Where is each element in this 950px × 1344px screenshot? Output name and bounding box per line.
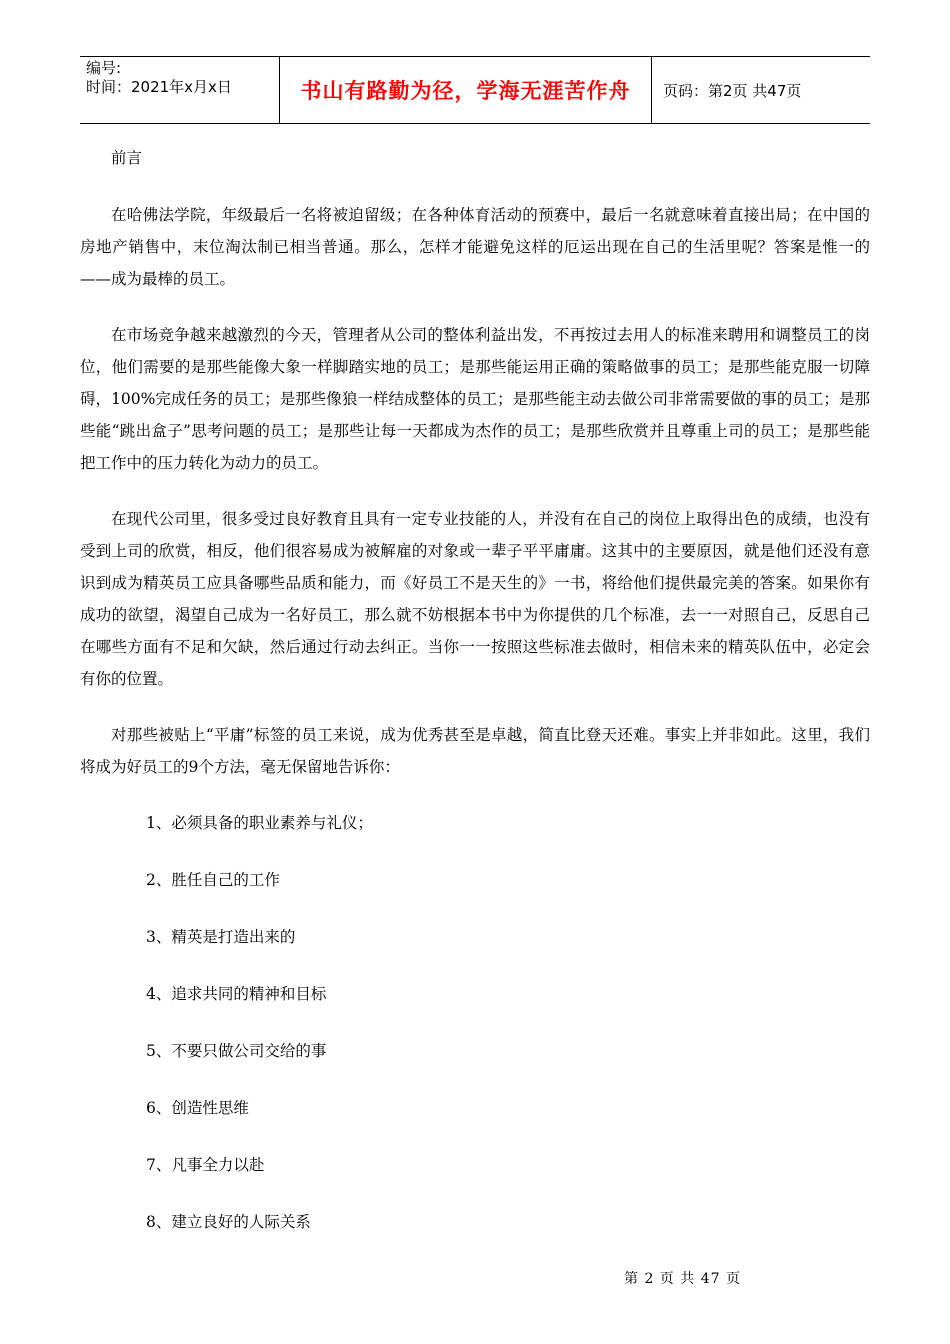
list-item: 5、不要只做公司交给的事 (146, 1042, 327, 1060)
page-header (80, 56, 870, 124)
header-meta (80, 57, 280, 123)
header-page-info: 页码：第2页 共47页 (663, 81, 802, 100)
paragraph: 对那些被贴上“平庸”标签的员工来说，成为优秀甚至是卓越，简直比登天还难。事实上并非如此。这里，我们将成为好员工的9个方法，毫无保留地告诉你： (80, 726, 870, 776)
page-footer: 第 2 页 共 47 页 (624, 1271, 741, 1287)
document-body (80, 142, 870, 1263)
list-item: 7、凡事全力以赴 (146, 1156, 265, 1174)
list-item: 1、必须具备的职业素养与礼仪； (146, 814, 373, 832)
document-time: 时间：2021年x月x日 (86, 78, 232, 96)
list-item: 8、建立良好的人际关系 (146, 1213, 311, 1231)
header-motto: 书山有路勤为径，学海无涯苦作舟 (300, 79, 631, 103)
header-motto-cell (280, 57, 652, 123)
list-item: 4、追求共同的精神和目标 (146, 985, 327, 1003)
paragraph: 在现代公司里，很多受过良好教育且具有一定专业技能的人，并没有在自己的岗位上取得出色的成绩，也没有受到上司的欣赏，相反，他们很容易成为被解雇的对象或一辈子平平庸庸。这其中的主要原因，就是他们还没有意识到成为精英员工应具备哪些品质和能力，而《好员工不是天生的》一书，将给他们提供最完美的答案。如果你有成功的欲望，渴望自己成为一名好员工，那么就不妨根据本书中为你提供的几个标准，去一一对照自己，反思自己在哪些方面有不足和欠缺，然后通过行动去纠正。当你一一按照这些标准去做时，相信未来的精英队伍中，必定会有你的位置。 (80, 510, 870, 688)
header-page-info-cell (652, 57, 870, 123)
paragraph: 在市场竞争越来越激烈的今天，管理者从公司的整体利益出发，不再按过去用人的标准来聘用和调整员工的岗位，他们需要的是那些能像大象一样脚踏实地的员工；是那些能运用正确的策略做事的员工；是那些能克服一切障碍，100%完成任务的员工；是那些像狼一样结成整体的员工；是那些能主动去做公司非常需要做的事的员工；是那些能“跳出盒子”思考问题的员工；是那些让每一天都成为杰作的员工；是那些欣赏并且尊重上司的员工；是那些能把工作中的压力转化为动力的员工。 (80, 326, 870, 472)
list-item: 2、胜任自己的工作 (146, 871, 280, 889)
list-item: 3、精英是打造出来的 (146, 928, 296, 946)
list-item: 6、创造性思维 (146, 1099, 249, 1117)
document-number-label: 编号: (86, 59, 122, 77)
methods-list (80, 807, 870, 1263)
section-title: 前言 (111, 149, 143, 167)
paragraph: 在哈佛法学院，年级最后一名将被迫留级；在各种体育活动的预赛中，最后一名就意味着直接出局；在中国的房地产销售中，末位淘汰制已相当普通。那么，怎样才能避免这样的厄运出现在自己的生活里呢？答案是惟一的——成为最棒的员工。 (80, 206, 870, 288)
